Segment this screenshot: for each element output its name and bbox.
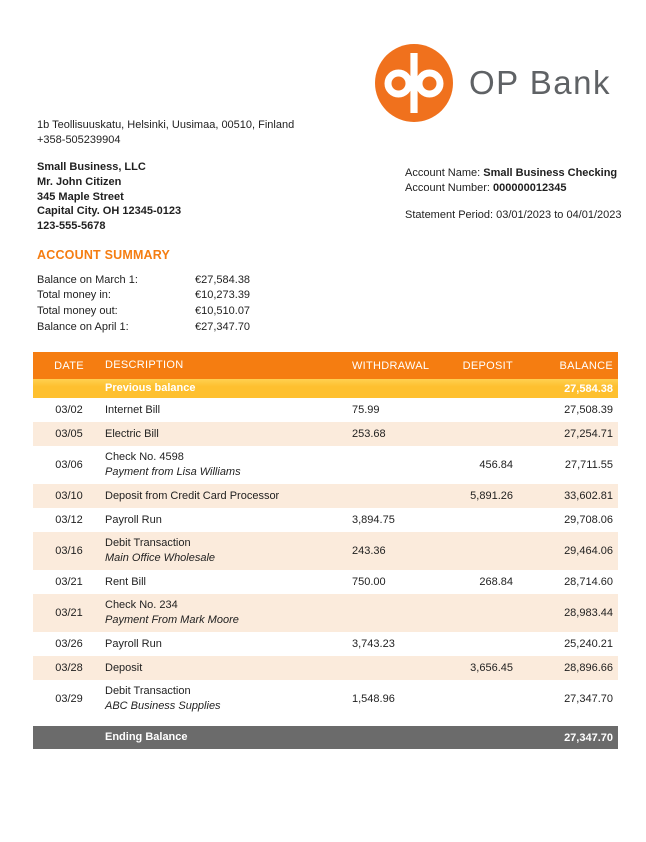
bank-phone: +358-505239904 bbox=[37, 133, 121, 146]
cell-description bbox=[105, 633, 352, 656]
previous-balance-value: 27,584.38 bbox=[564, 382, 613, 395]
customer-line: 123-555-5678 bbox=[37, 220, 106, 233]
summary-label: Total money in: bbox=[37, 289, 111, 302]
cell-balance: 28,896.66 bbox=[564, 662, 613, 674]
description-note: Payment From Mark Moore bbox=[105, 614, 239, 626]
cell-date: 03/26 bbox=[55, 638, 83, 650]
summary-row bbox=[37, 303, 307, 319]
account-info-block bbox=[405, 166, 622, 224]
ending-balance-label: Ending Balance bbox=[105, 731, 188, 743]
table-row bbox=[33, 422, 618, 446]
ending-balance-row bbox=[33, 726, 618, 749]
summary-row bbox=[37, 272, 307, 288]
summary-label: Balance on April 1: bbox=[37, 320, 129, 333]
description-text: Payroll Run bbox=[105, 513, 162, 526]
cell-description bbox=[105, 657, 352, 680]
account-summary-title: ACCOUNT SUMMARY bbox=[37, 248, 171, 262]
cell-balance: 28,714.60 bbox=[564, 576, 613, 588]
table-row bbox=[33, 446, 618, 484]
cell-withdrawal: 3,894.75 bbox=[352, 514, 395, 526]
column-header: DESCRIPTION bbox=[105, 359, 184, 371]
cell-deposit: 5,891.26 bbox=[470, 490, 513, 502]
account-number-value: 000000012345 bbox=[493, 182, 567, 195]
cell-description bbox=[105, 485, 352, 508]
description-text: Payroll Run bbox=[105, 637, 162, 650]
cell-withdrawal: 75.99 bbox=[352, 404, 380, 416]
cell-date: 03/10 bbox=[55, 490, 83, 502]
previous-balance-row bbox=[33, 379, 618, 398]
customer-line: Mr. John Citizen bbox=[37, 175, 122, 188]
customer-address-block bbox=[37, 160, 181, 234]
description-note: Payment from Lisa Williams bbox=[105, 466, 241, 478]
summary-value: €27,584.38 bbox=[195, 273, 251, 286]
cell-description bbox=[105, 532, 352, 570]
statement-period-value: 03/01/2023 to 04/01/2023 bbox=[496, 209, 622, 222]
cell-date: 03/29 bbox=[55, 693, 83, 705]
cell-description bbox=[105, 680, 352, 718]
cell-withdrawal: 243.36 bbox=[352, 545, 386, 557]
cell-balance: 29,464.06 bbox=[564, 545, 613, 557]
description-text: Check No. 234 bbox=[105, 599, 178, 611]
table-row bbox=[33, 656, 618, 680]
bank-name: OP Bank bbox=[469, 64, 611, 101]
description-text: Rent Bill bbox=[105, 575, 146, 588]
summary-label: Balance on March 1: bbox=[37, 273, 138, 286]
column-header: BALANCE bbox=[559, 359, 613, 372]
table-row bbox=[33, 594, 618, 632]
cell-deposit: 3,656.45 bbox=[470, 662, 513, 674]
account-name-value: Small Business Checking bbox=[483, 167, 618, 179]
cell-balance: 27,508.39 bbox=[564, 404, 613, 416]
cell-description bbox=[105, 509, 352, 532]
customer-line: 345 Maple Street bbox=[37, 190, 124, 203]
summary-value: €27,347.70 bbox=[195, 320, 251, 333]
cell-date: 03/21 bbox=[55, 607, 83, 619]
cell-withdrawal: 750.00 bbox=[352, 576, 386, 588]
description-text: Debit Transaction bbox=[105, 685, 191, 697]
table-row bbox=[33, 632, 618, 656]
description-text: Deposit from Credit Card Processor bbox=[105, 489, 280, 502]
summary-row bbox=[37, 319, 307, 335]
cell-description bbox=[105, 399, 352, 422]
account-name-label: Account Name: bbox=[405, 167, 484, 179]
table-row bbox=[33, 398, 618, 422]
summary-label: Total money out: bbox=[37, 304, 118, 317]
op-logo-icon bbox=[375, 44, 453, 122]
cell-balance: 27,711.55 bbox=[564, 459, 613, 471]
summary-value: €10,273.39 bbox=[195, 289, 251, 302]
summary-value: €10,510.07 bbox=[195, 304, 251, 317]
cell-withdrawal: 3,743.23 bbox=[352, 638, 395, 650]
statement-period-line bbox=[405, 208, 622, 223]
previous-balance-label: Previous balance bbox=[105, 382, 196, 394]
cell-balance: 25,240.21 bbox=[564, 638, 613, 650]
account-name-line bbox=[405, 166, 622, 181]
transaction-table bbox=[33, 352, 618, 749]
ending-balance-value: 27,347.70 bbox=[564, 731, 613, 744]
summary-row bbox=[37, 288, 307, 304]
column-header: DATE bbox=[54, 359, 84, 372]
cell-balance: 29,708.06 bbox=[564, 514, 613, 526]
description-text: Electric Bill bbox=[105, 427, 159, 440]
cell-date: 03/28 bbox=[55, 662, 83, 674]
bank-address-block bbox=[37, 118, 294, 147]
bank-logo bbox=[375, 44, 611, 122]
cell-description bbox=[105, 571, 352, 594]
account-number-label: Account Number: bbox=[405, 182, 494, 195]
column-header: WITHDRAWAL bbox=[352, 359, 430, 372]
cell-balance: 28,983.44 bbox=[564, 607, 613, 619]
table-row bbox=[33, 484, 618, 508]
description-text: Check No. 4598 bbox=[105, 451, 184, 463]
cell-deposit: 268.84 bbox=[479, 576, 513, 588]
description-note: Main Office Wholesale bbox=[105, 552, 216, 564]
table-row bbox=[33, 532, 618, 570]
description-text: Debit Transaction bbox=[105, 537, 191, 549]
customer-line: Capital City. OH 12345-0123 bbox=[37, 205, 182, 218]
cell-date: 03/21 bbox=[55, 576, 83, 588]
cell-date: 03/16 bbox=[55, 545, 83, 557]
cell-balance: 27,347.70 bbox=[564, 693, 613, 705]
account-summary-rows bbox=[37, 272, 307, 334]
cell-description bbox=[105, 423, 352, 446]
table-row bbox=[33, 508, 618, 532]
account-number-line bbox=[405, 181, 622, 196]
cell-withdrawal: 1,548.96 bbox=[352, 693, 395, 705]
bank-address-line: 1b Teollisuuskatu, Helsinki, Uusimaa, 00510, Finland bbox=[37, 119, 295, 131]
table-body bbox=[33, 398, 618, 718]
description-text: Internet Bill bbox=[105, 403, 161, 416]
cell-balance: 27,254.71 bbox=[564, 428, 613, 440]
description-note: ABC Business Supplies bbox=[105, 700, 221, 712]
column-header: DEPOSIT bbox=[462, 359, 513, 372]
description-text: Deposit bbox=[105, 661, 143, 674]
table-header-row bbox=[33, 352, 618, 379]
cell-withdrawal: 253.68 bbox=[352, 428, 386, 440]
cell-deposit: 456.84 bbox=[479, 459, 513, 471]
table-row bbox=[33, 680, 618, 718]
cell-description bbox=[105, 446, 352, 484]
customer-line: Small Business, LLC bbox=[37, 161, 146, 173]
cell-date: 03/02 bbox=[55, 404, 83, 416]
statement-period-label: Statement Period: bbox=[405, 209, 497, 222]
table-row bbox=[33, 570, 618, 594]
cell-balance: 33,602.81 bbox=[564, 490, 613, 502]
cell-date: 03/06 bbox=[55, 459, 83, 471]
cell-description bbox=[105, 594, 352, 632]
cell-date: 03/05 bbox=[55, 428, 83, 440]
cell-date: 03/12 bbox=[55, 514, 83, 526]
